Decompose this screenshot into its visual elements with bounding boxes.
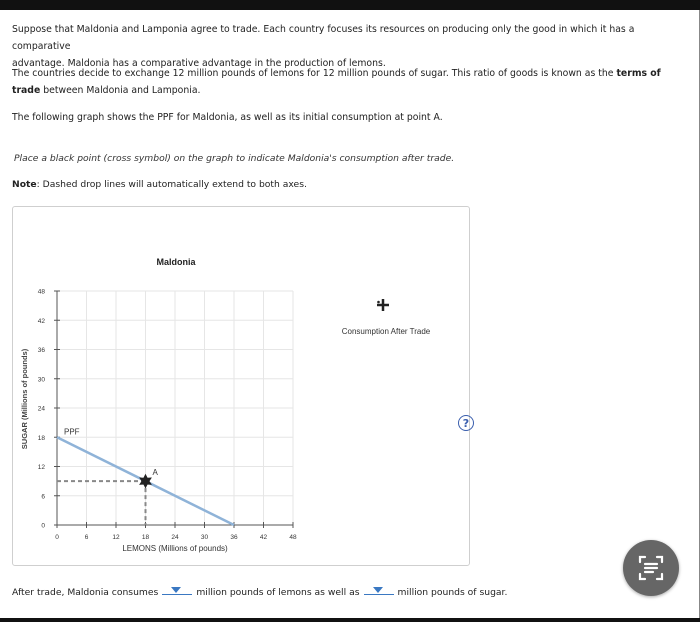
chart-title: Maldonia	[156, 257, 196, 267]
chevron-down-icon	[373, 587, 383, 593]
point-a-marker	[140, 475, 151, 488]
terms-of-bold: terms of	[616, 68, 661, 79]
y-tick-label: 6	[41, 493, 45, 501]
intro-p2-text-b: between Maldonia and Lamponia.	[40, 85, 201, 96]
intro-paragraph-2	[12, 65, 682, 99]
intro-paragraph-3: The following graph shows the PPF for Maldonia, as well as its initial consumption at point A.	[12, 112, 443, 123]
y-axis-label: SUGAR (Millions of pounds)	[20, 348, 29, 450]
y-tick-label: 30	[37, 376, 45, 384]
help-icon[interactable]: ?	[458, 415, 474, 431]
answer-middle: million pounds of lemons as well as	[196, 587, 360, 598]
note-label: Note	[12, 179, 37, 190]
note-text	[12, 179, 307, 190]
lemons-dropdown[interactable]	[162, 584, 192, 595]
instruction-text: Place a black point (cross symbol) on the graph to indicate Maldonia's consumption after trade.	[14, 153, 455, 164]
intro-p1-line2: advantage. Maldonia has a comparative advantage in the production of lemons.	[12, 58, 386, 69]
x-tick-label: 42	[259, 534, 268, 541]
consumption-after-trade-label: Consumption After Trade	[341, 327, 431, 336]
answer-sentence	[12, 584, 507, 598]
x-tick-label: 36	[230, 534, 238, 541]
y-tick-label: 42	[37, 317, 45, 325]
intro-p2-text-a: The countries decide to exchange 12 million pounds of lemons for 12 million pounds of sugar. This ratio of goods is known as the	[12, 68, 617, 79]
y-tick-label: 48	[37, 288, 45, 296]
sugar-dropdown[interactable]	[364, 584, 394, 595]
y-tick-label: 18	[37, 434, 45, 442]
ppf-chart[interactable]	[13, 207, 469, 565]
y-tick-label: 0	[41, 522, 45, 530]
x-tick-label: 12	[112, 534, 120, 541]
graph-card[interactable]	[12, 206, 470, 566]
ppf-label: PPF	[64, 427, 80, 437]
intro-p2-line1	[12, 65, 682, 82]
cross-tool-icon[interactable]	[377, 299, 389, 311]
window-top-bar	[0, 0, 700, 10]
x-tick-label: 30	[200, 534, 209, 541]
answer-prefix: After trade, Maldonia consumes	[12, 587, 159, 598]
chevron-down-icon	[171, 587, 181, 593]
x-tick-label: 18	[141, 534, 150, 541]
y-tick-label: 36	[37, 347, 45, 354]
x-tick-label: 6	[84, 534, 89, 541]
y-tick-label: 12	[37, 464, 45, 471]
x-tick-label: 0	[55, 534, 59, 541]
note-body: : Dashed drop lines will automatically extend to both axes.	[36, 179, 307, 190]
scan-text-button[interactable]	[623, 540, 679, 596]
point-a-label: A	[152, 468, 158, 478]
x-axis-label: LEMONS (Millions of pounds)	[122, 544, 228, 553]
scan-text-icon	[623, 540, 679, 596]
y-tick-label: 24	[37, 405, 45, 413]
x-tick-label: 48	[289, 534, 297, 541]
intro-p1-line1: Suppose that Maldonia and Lamponia agree to trade. Each country focuses its resources on producing only the good in which it has a comparative	[12, 24, 635, 52]
answer-suffix: million pounds of sugar.	[397, 587, 508, 598]
window-bottom-bar	[0, 618, 700, 622]
x-tick-label: 24	[171, 534, 179, 541]
trade-bold: trade	[12, 85, 41, 96]
intro-p2-line2	[12, 82, 682, 99]
